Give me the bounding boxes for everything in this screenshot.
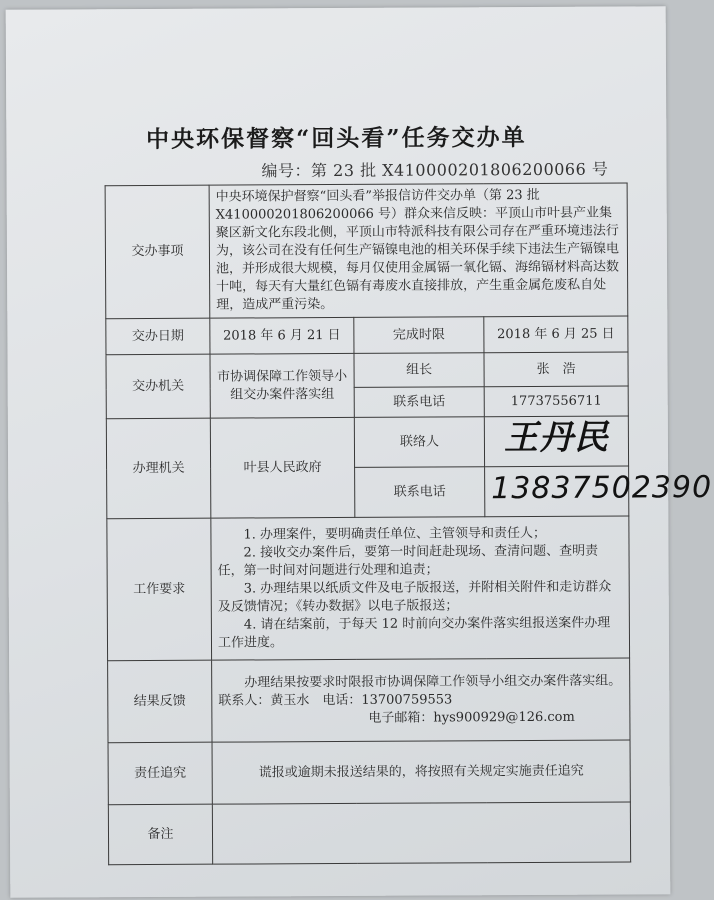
row-requirements	[107, 516, 630, 661]
feedback-text: 办理结果按要求时限报市协调保障工作领导小组交办案件落实组。联系人：黄玉水 电话：13700759553	[218, 673, 622, 709]
requirement-item: 3. 办理结果以纸质文件及电子版报送，并附相关附件和走访群众及反馈情况；《转办数据》以电子版报送；	[217, 579, 612, 615]
deadline-label: 完成时限	[354, 317, 484, 354]
leader-label: 组长	[354, 353, 484, 388]
accountability-text: 谎报或逾期未报送结果的，将按照有关规定实施责任追究	[212, 740, 630, 804]
row-remarks	[108, 802, 630, 865]
document-title: 中央环保督察“回头看”任务交办单	[146, 124, 527, 154]
deadline-value: 2018 年 6 月 25 日	[484, 316, 628, 353]
handling-org-label: 办理机关	[106, 418, 211, 519]
contact-name-handwritten: 王丹民	[503, 417, 610, 458]
contact-phone-handwritten: 13837502390	[491, 469, 713, 506]
contact-label: 联络人	[354, 417, 484, 468]
matter-text: 中央环境保护督察“回头看”举报信访件交办单（第 23 批 X410000201806200066 号）群众来信反映：平顶山市叶县产业集聚区新文化东段北侧，平顶山市特派科技有限公司存在严重环境违法行为，该公司在没有任何生产镉镍电池的相关环保手续下违法生产镉镍电池，并形成很大规模，每月仅使用金属镉一氧化镉、海绵镉材料高达数十吨，每天有大量红色镉有毒废水直接排放，产生重金属危废私自处理，造成严重污染。	[209, 183, 628, 318]
assigning-org-label: 交办机关	[106, 354, 210, 419]
row-date	[106, 316, 628, 355]
leader-value: 张 浩	[484, 352, 628, 387]
contact-signature	[484, 416, 628, 467]
row-accountability	[108, 740, 630, 805]
date-value: 2018 年 6 月 21 日	[210, 317, 354, 354]
document-number: 编号：第 23 批 X410000201806200066 号	[261, 159, 609, 181]
handling-org-value: 叶县人民政府	[210, 417, 355, 518]
phone-label: 联系电话	[354, 387, 484, 418]
task-form-table	[105, 182, 713, 865]
contact-phone-label: 联系电话	[355, 467, 485, 518]
contact-phone-cell	[485, 466, 713, 517]
feedback-email: 电子邮箱：hys900929@126.com	[368, 709, 575, 726]
row-handling-org-1	[106, 416, 628, 469]
requirements-label: 工作要求	[107, 518, 212, 661]
phone-value: 17737556711	[484, 386, 628, 417]
requirement-item: 4. 请在结案前，于每天 12 时前向交办案件落实组报送案件办理工作进度。	[217, 615, 611, 651]
requirements-list	[211, 516, 630, 660]
feedback-label: 结果反馈	[108, 660, 212, 743]
date-label: 交办日期	[106, 318, 210, 355]
accountability-label: 责任追究	[108, 742, 212, 805]
remarks-value	[212, 802, 630, 864]
matter-label: 交办事项	[105, 185, 210, 319]
remarks-label: 备注	[108, 804, 212, 865]
row-feedback	[108, 658, 630, 743]
requirement-item: 1. 办理案件，要明确责任单位、主管领导和责任人；	[243, 525, 547, 542]
row-assigning-org-1	[106, 352, 628, 389]
paper-sheet	[6, 6, 713, 897]
feedback-cell	[212, 658, 630, 742]
row-matter	[105, 183, 628, 319]
assigning-org-value: 市协调保障工作领导小组交办案件落实组	[210, 353, 354, 418]
requirement-item: 2. 接收交办案件后，要第一时间赶赴现场、查清问题、查明责任，第一时间对问题进行处理和追责；	[217, 543, 599, 579]
